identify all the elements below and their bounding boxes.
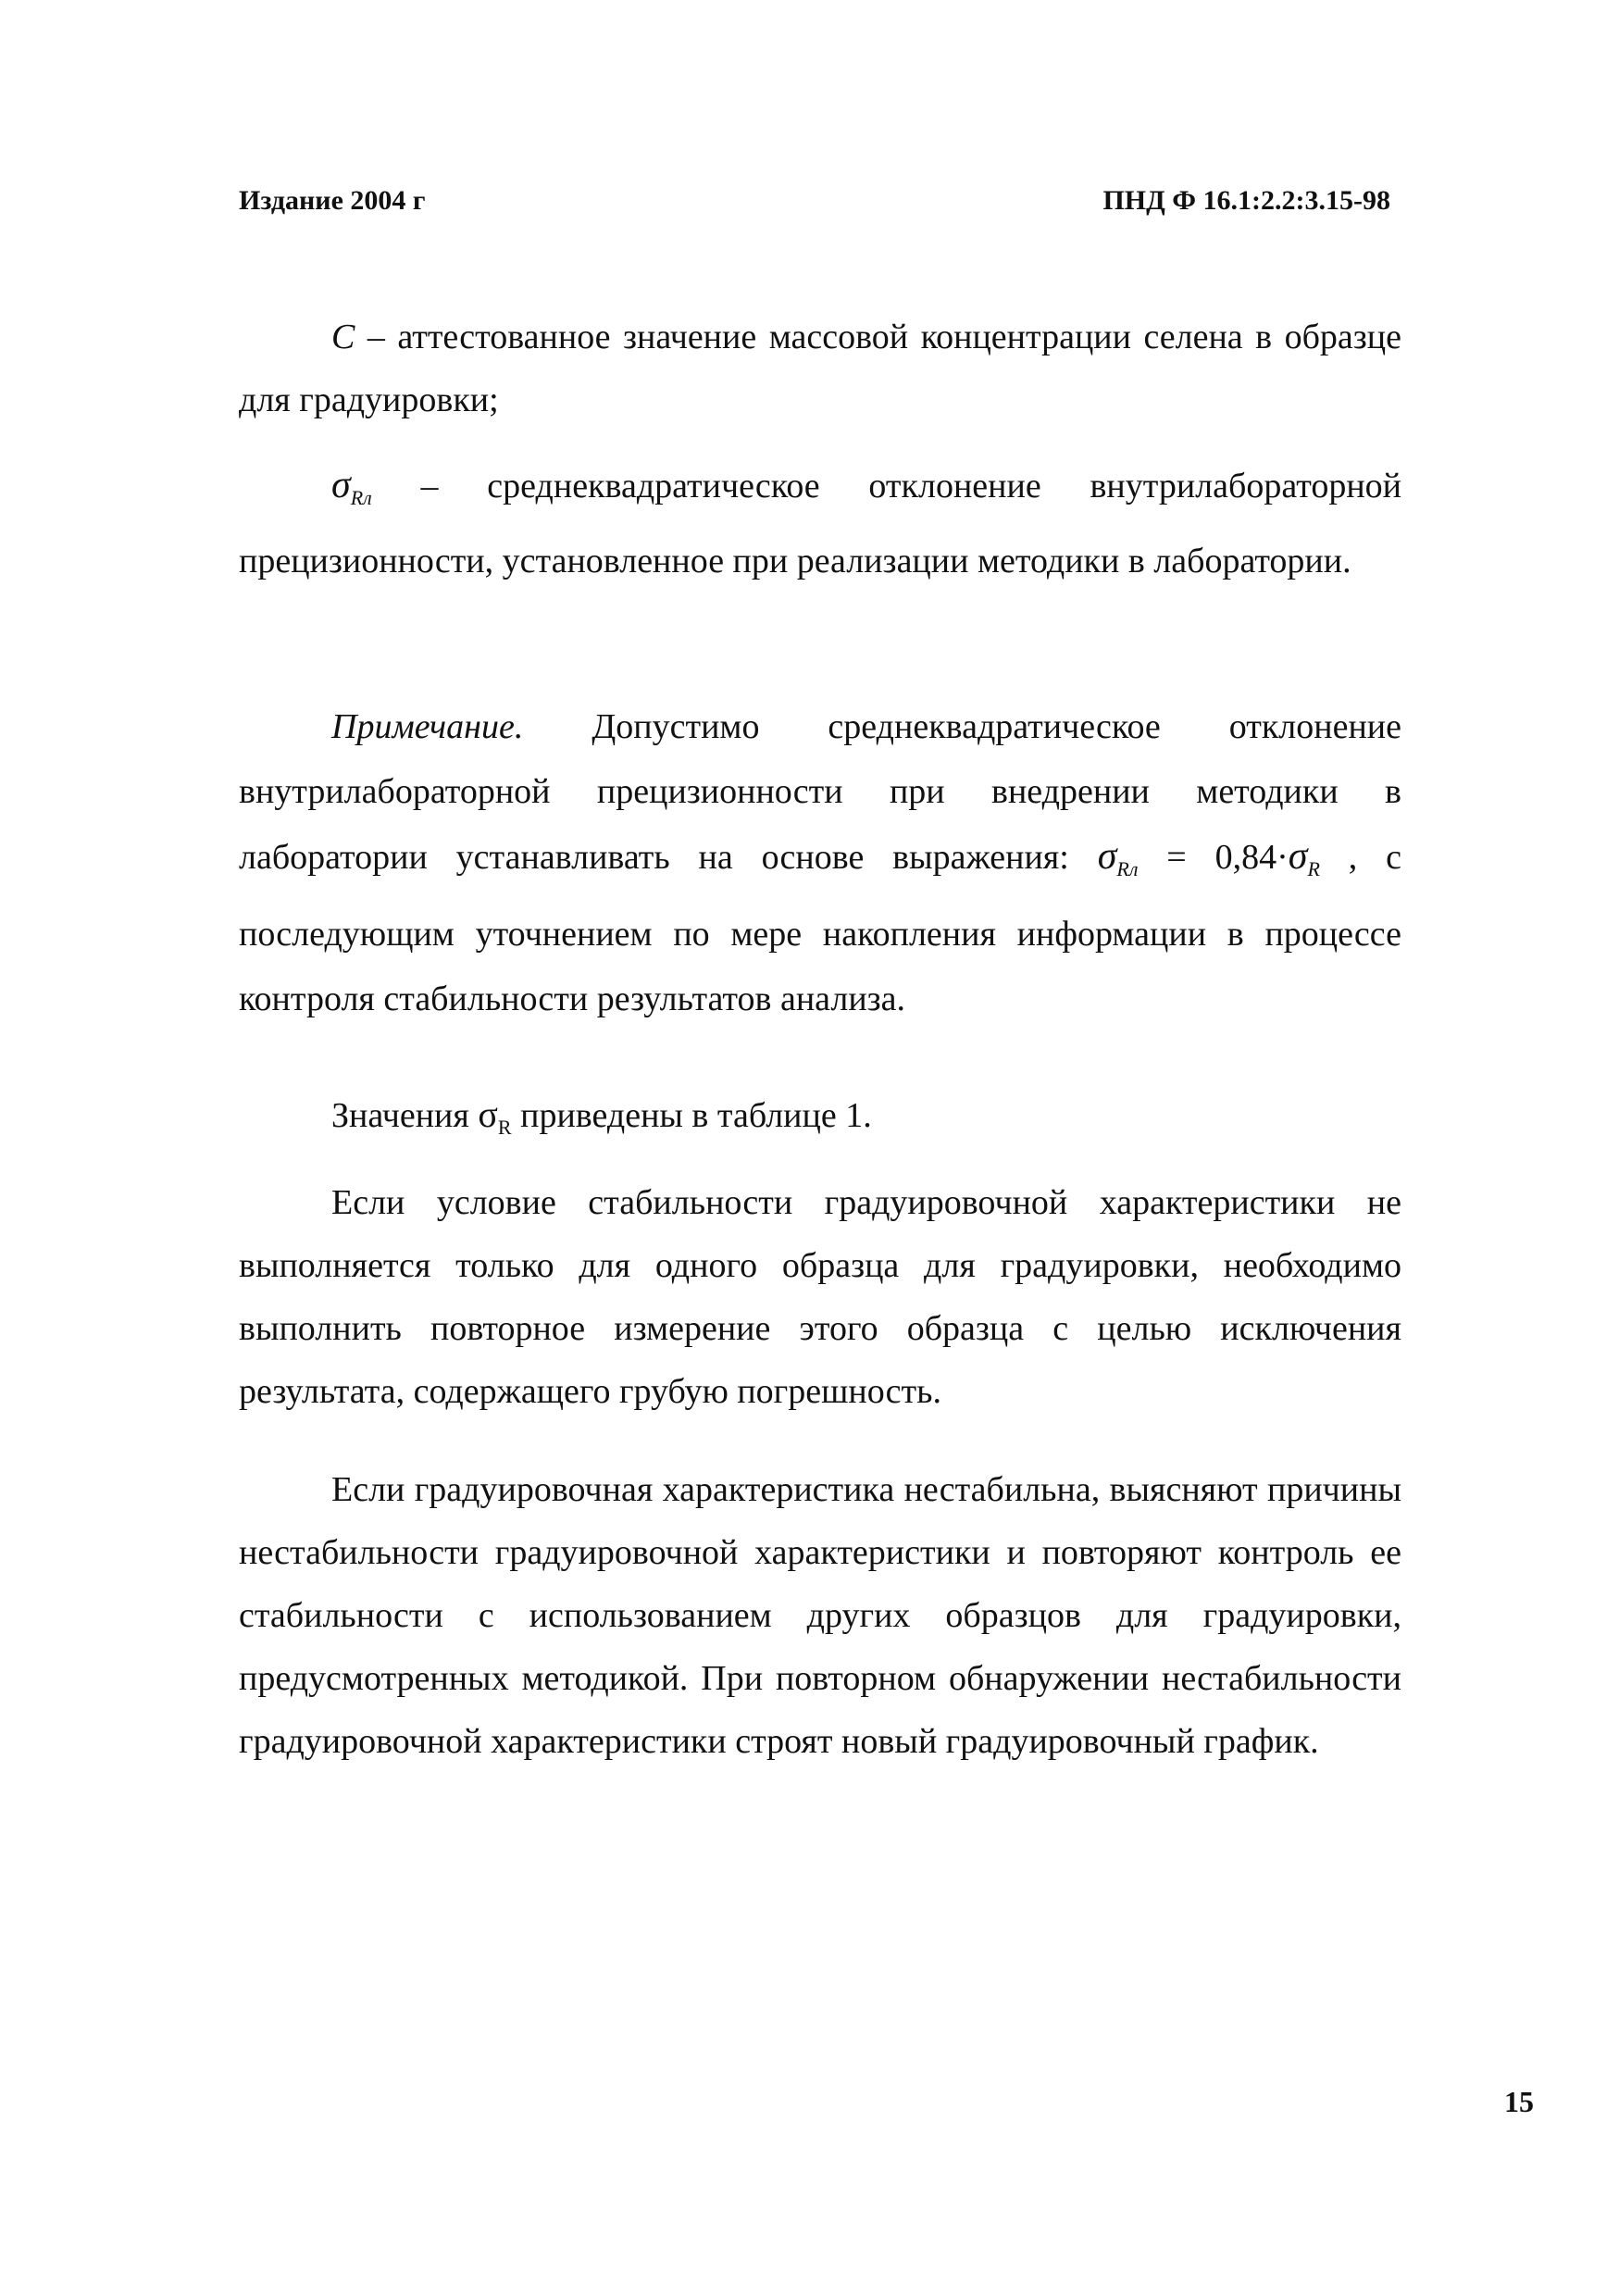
values-suffix: приведены в таблице 1. xyxy=(511,1096,872,1135)
definition-sigma-text: – среднеквадратическое отклонение внутрилабораторной прецизионности, установленное при реализации методики в лаборатории. xyxy=(239,467,1401,580)
note-label: Примечание. xyxy=(331,707,524,746)
subscript-rl: Rл xyxy=(350,486,372,509)
note-text-after: , с последующим уточнением по мере накопления информации в процессе контроля стабильности результатов анализа. xyxy=(239,838,1401,1018)
definition-c xyxy=(239,306,1401,431)
page-number: 15 xyxy=(1504,2085,1534,2118)
values-sigma: σ xyxy=(478,1093,498,1135)
symbol-c: C xyxy=(331,318,355,356)
formula-sub-1: Rл xyxy=(1116,857,1139,880)
values-sub: R xyxy=(497,1116,512,1139)
paragraph-unstable-all: Если градуировочная характеристика нестабильна, выясняют причины нестабильности градуировочной характеристики и повторяют контроль ее стабильности с использованием других образцов для градуировки, предусмотренных методикой. При повторном обнаружении нестабильности градуировочной характеристики строят новый градуировочный график. xyxy=(239,1470,1401,1761)
edition-label: Издание 2004 г xyxy=(239,185,426,216)
document-code: ПНД Ф 16.1:2.2:3.15-98 xyxy=(1102,185,1390,216)
values-prefix: Значения xyxy=(331,1096,479,1135)
values-line xyxy=(239,1083,1401,1159)
formula-eq: = 0,84· xyxy=(1138,838,1289,877)
formula-sub-2: R xyxy=(1307,857,1320,880)
formula-sigma-2: σ xyxy=(1288,835,1308,878)
formula-sigma-1: σ xyxy=(1097,835,1117,878)
symbol-sigma: σ xyxy=(331,464,351,506)
note-paragraph xyxy=(239,694,1401,1031)
definition-c-text: – аттестованное значение массовой концентрации селена в образце для градуировки; xyxy=(239,318,1401,419)
definition-sigma xyxy=(239,454,1401,593)
note-text-before: Допустимо среднеквадратическое отклонение внутрилабораторной прецизионности при внедрении методики в лаборатории устанавливать на основе выражения: xyxy=(239,707,1401,877)
paragraph-unstable-one: Если условие стабильности градуировочной характеристики не выполняется только для одного образца для градуировки, необходимо выполнить повторное измерение этого образца с целью исключения результата, содержащего грубую погрешность. xyxy=(239,1183,1401,1411)
